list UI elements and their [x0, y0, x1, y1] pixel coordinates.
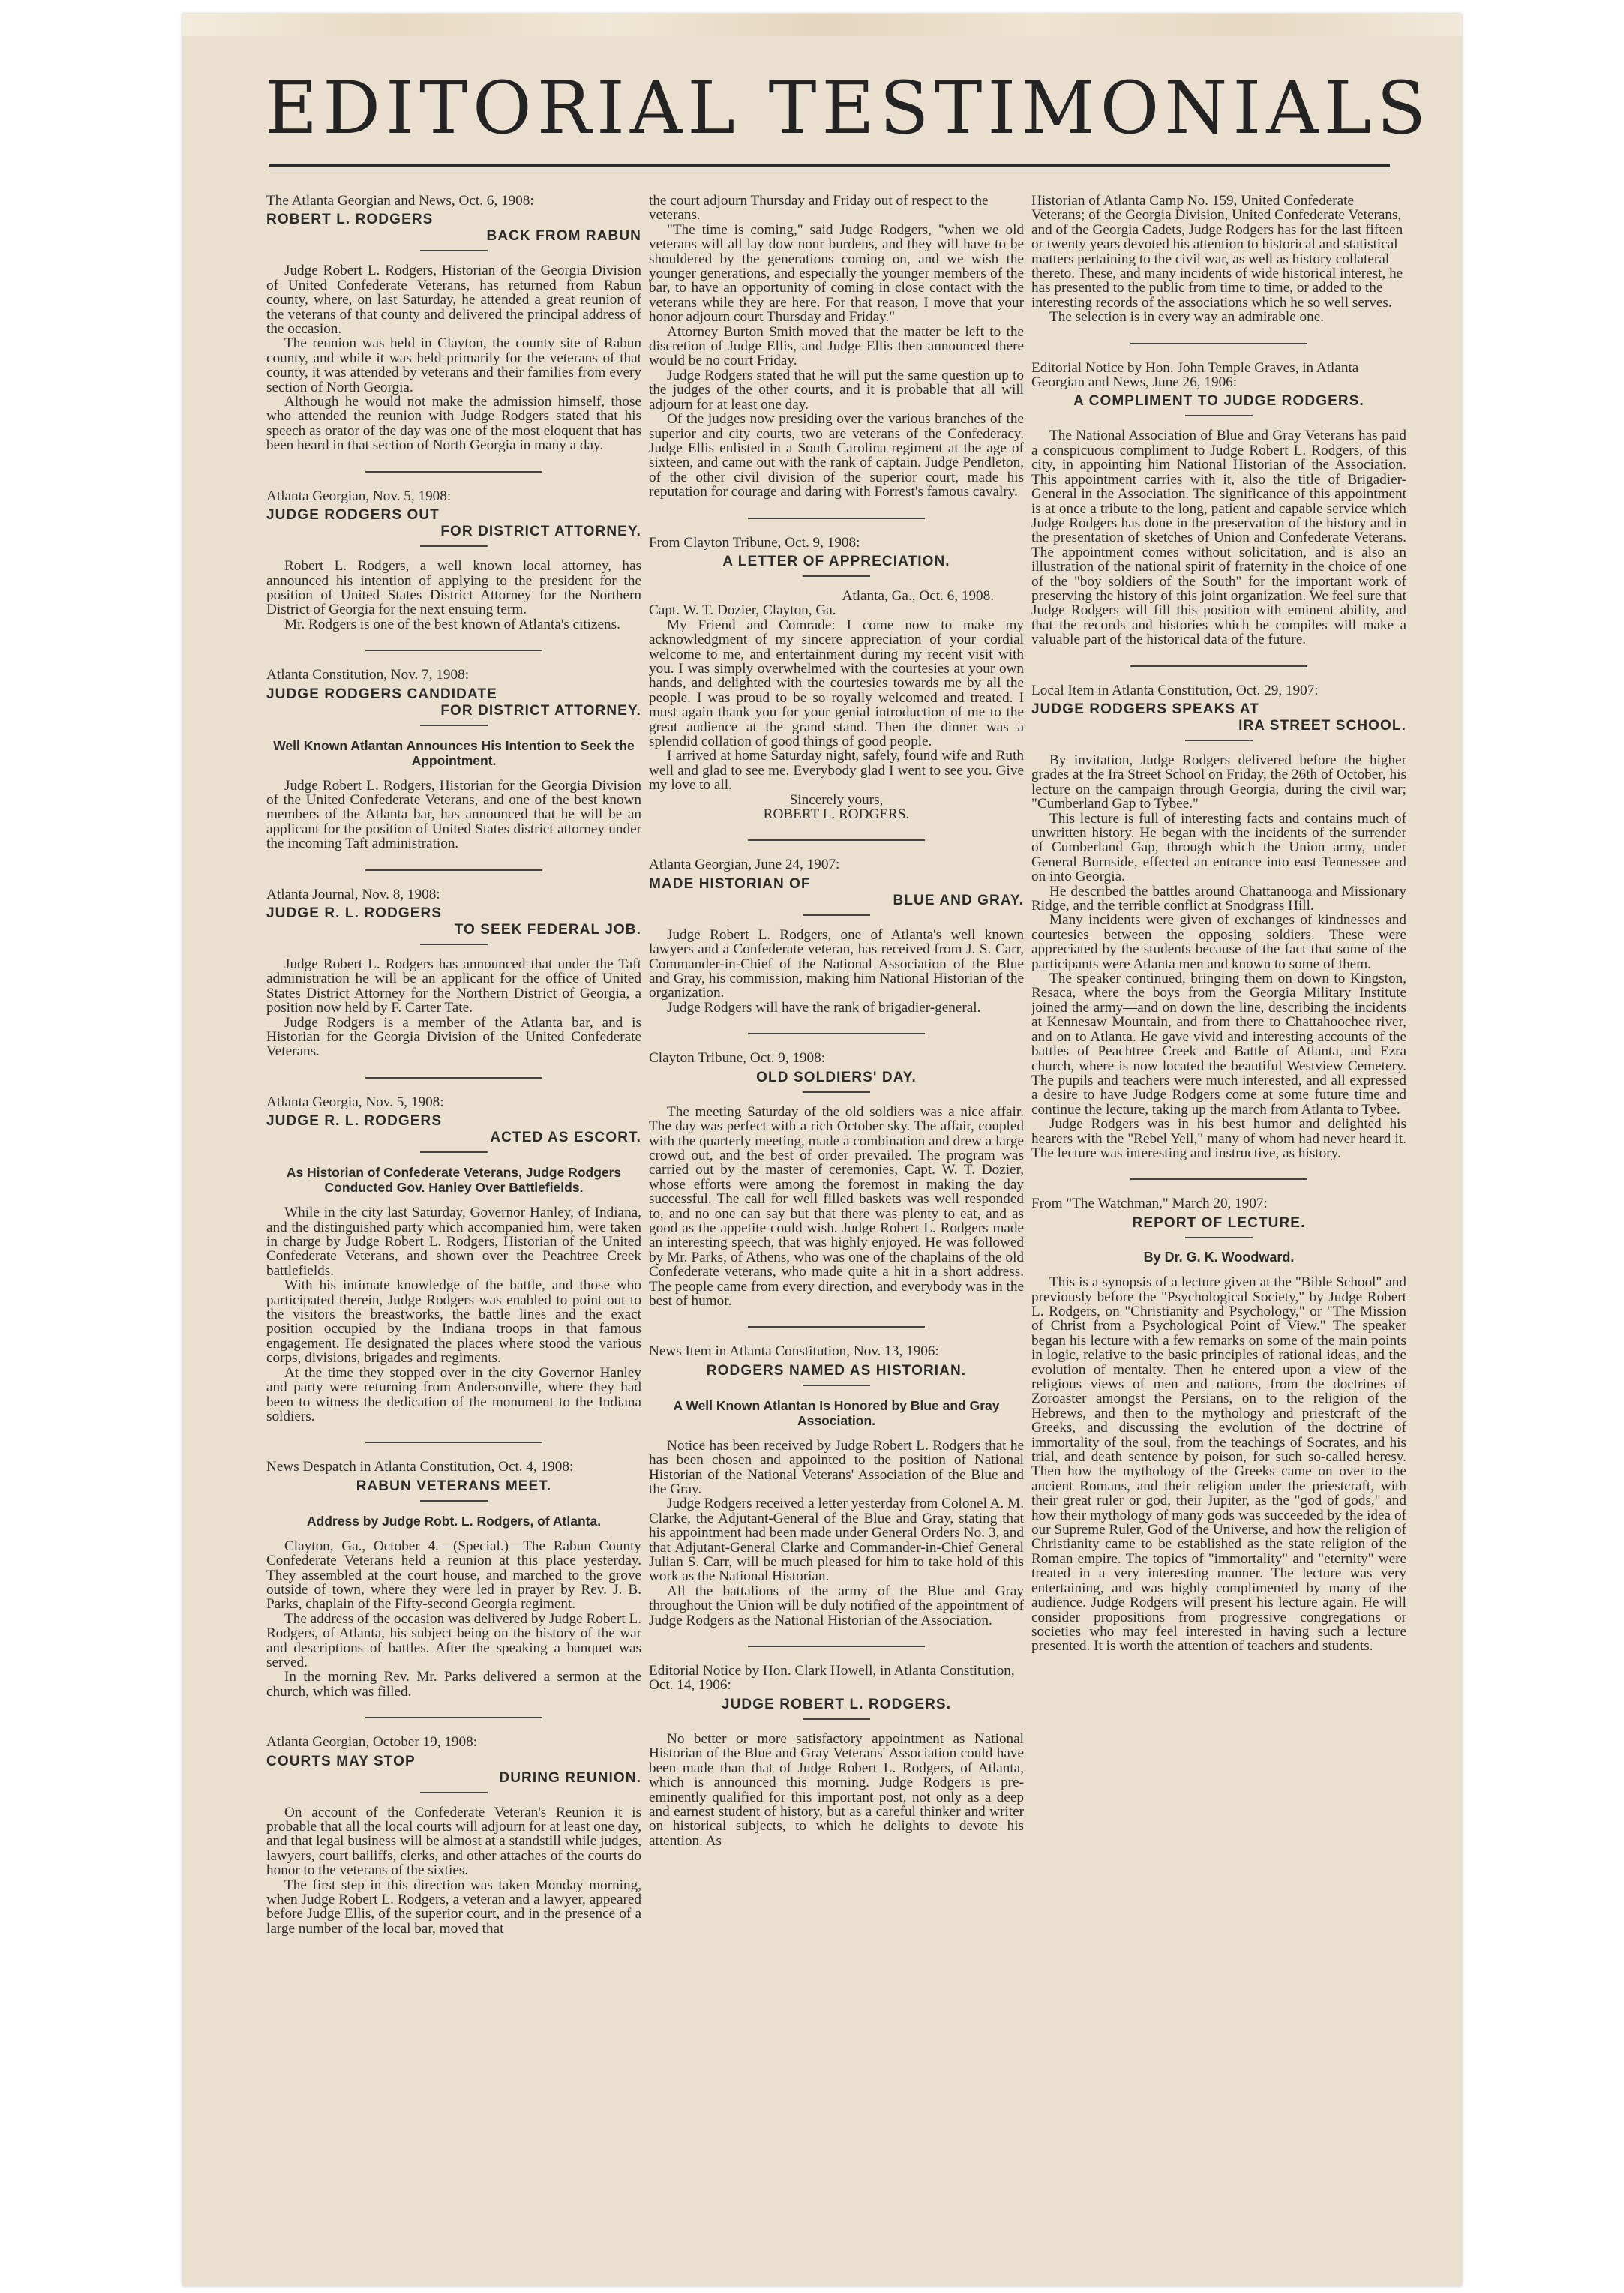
article-headline: TO SEEK FEDERAL JOB. [454, 921, 641, 938]
article [1031, 1196, 1406, 1653]
article-paragraph: Judge Robert L. Rodgers, one of Atlanta's well known lawyers and a Confederate veteran, has received from J. S. Carr, Commander-in-Chief of the National Association of the Blue and Gray, his commission, making him National Historian of the organization. [649, 926, 1024, 1001]
article-headline: REPORT OF LECTURE. [1132, 1214, 1306, 1231]
headline-rule [420, 250, 488, 251]
article-paragraph: He described the battles around Chattanooga and Missionary Ridge, and the terrible conflict at Snodgrass Hill. [1031, 883, 1406, 914]
column-1 [266, 194, 641, 2279]
article [1031, 361, 1406, 647]
article-paragraph: All the battalions of the army of the Blue and Gray throughout the Union will be duly notified of the appointment of Judge Rodgers as the National Historian of the Association. [649, 1583, 1024, 1628]
article-separator [748, 1646, 925, 1647]
article-paragraph: Clayton, Ga., October 4.—(Special.)—The Rabun County Confederate Veterans held a reunion at this place yesterday. They assembled at the court house, and marched to the grove outside of town, where they were led in prayer by Rev. J. B. Parks, chaplain of the Fifty-second Georgia regiment. [266, 1538, 641, 1613]
article-headline: JUDGE RODGERS CANDIDATE [266, 686, 497, 702]
article-separator [365, 1077, 542, 1079]
article [1031, 194, 1406, 325]
article-source: Editorial Notice by Hon. Clark Howell, in Atlanta Constitution, Oct. 14, 1906: [649, 1663, 1015, 1694]
article-separator [365, 471, 542, 473]
article-paragraph: On account of the Confederate Veteran's Reunion it is probable that all the local courts will adjourn for at least one day, and that legal business will be almost at a standstill while judges, lawyers, court bailiffs, clerks, and other attaches of the courts do honor to the veterans of the sixties. [266, 1804, 641, 1879]
article-paragraph: While in the city last Saturday, Governor Hanley, of Indiana, and the distinguished party which accompanied him, were taken in charge by Judge Robert L. Rodgers, Historian of the United Confederate Veterans, and shown over the Peachtree Creek battlefields. [266, 1205, 641, 1279]
headline-rule [803, 1718, 870, 1720]
clipping-top-edge [182, 14, 1462, 36]
article-paragraph: This lecture is full of interesting facts and contains much of unwritten history. He began with the incidents of the surrender of Cumberland Gap, through which the Union army, under General Burnside, effected an entrance into east Tennessee and on into Georgia. [1031, 810, 1406, 885]
article-paragraph: The reunion was held in Clayton, the county site of Rabun county, and while it was held primarily for the veterans of that county, it was attended by veterans and their families from every section of North Georgia. [266, 335, 641, 395]
article-paragraph: Although he would not make the admission himself, those who attended the reunion with Judge Rodgers stated that his speech as orator of the day was one of the most eloquent that has been heard in that section of North Georgia in many a day. [266, 394, 641, 454]
article [266, 1460, 641, 1699]
article-headline: JUDGE RODGERS SPEAKS AT [1031, 701, 1260, 717]
article-headline: A LETTER OF APPRECIATION. [722, 553, 950, 569]
article-headline: DURING REUNION. [499, 1769, 641, 1786]
article-headline: A COMPLIMENT TO JUDGE RODGERS. [1073, 393, 1364, 410]
article-headline: FOR DISTRICT ATTORNEY. [440, 702, 641, 719]
headline-rule [803, 1091, 870, 1093]
article-source: News Despatch in Atlanta Constitution, Oct. 4, 1908: [266, 1459, 574, 1475]
article-paragraph: The meeting Saturday of the old soldiers was a nice affair. The day was perfect with a rich October sky. The affair, coupled with the quarterly meeting, made a combination and drew a large crowd out, and the best of order prevailed. The program was carried out by the master of ceremonies, Capt. W. T. Dozier, whose efforts were among the foremost in making the day successful. The call for well filled baskets was well responded to, and no one can say but that there was plenty to eat, and as good as the appetite could wish. Judge Robert L. Rodgers made an interesting speech, that was highly enjoyed. He was followed by Mr. Parks, of Athens, who was one of the chaplains of the old Confederate veterans, who made quite a hit in a short address. The people came from every direction, and everybody was in the best of humor. [649, 1103, 1024, 1309]
article-headline: JUDGE RODGERS OUT [266, 507, 440, 524]
article-paragraph: Judge Robert L. Rodgers has announced that under the Taft administration he will be an applicant for the office of United States District Attorney for the Northern District of Georgia, a position now held by F. Carter Tate. [266, 956, 641, 1016]
headline-rule [420, 1151, 488, 1153]
headline-rule [803, 914, 870, 916]
article-headline: FOR DISTRICT ATTORNEY. [440, 524, 641, 540]
article-headline: OLD SOLDIERS' DAY. [756, 1069, 917, 1085]
article-separator [1130, 665, 1307, 667]
article-headline: ACTED AS ESCORT. [490, 1130, 641, 1146]
article-headline: JUDGE R. L. RODGERS [266, 905, 443, 921]
article-separator [748, 518, 925, 519]
article-separator [1130, 1178, 1307, 1180]
article-paragraph: Of the judges now presiding over the various branches of the superior and city courts, two are veterans of the Confederacy. Judge Ellis enlisted in a South Carolina regiment at the age of sixteen, and came out with the rank of captain. Judge Pendleton, of the other civil division of the superior court, made his reputation for courage and daring with Forrest's famous cavalry. [649, 411, 1024, 500]
article-source: Atlanta Georgian, October 19, 1908: [266, 1734, 477, 1751]
article-paragraph: The speaker continued, bringing them on down to Kingston, Resaca, where the boys from the Georgia Military Institute joined the army—and on down the line, describing the incidents at Kennesaw Mountain, and from there to Chattahoochee river, and on to Atlanta. He gave vivid and interesting accounts of the battles of Peachtree Creek and Battle of Atlanta, and Ezra church, where is now located the beautiful Westview Cemetery. The pupils and teachers were much interested, and all expressed a desire to have Judge Rodgers come at some future time and continue the lecture, taking up the march from Atlanta to Tybee. [1031, 971, 1406, 1118]
article-paragraph: At the time they stopped over in the city Governor Hanley and party were returning from Andersonville, where they had been to witness the dedication of the monument to the Indiana soldiers. [266, 1364, 641, 1424]
article-paragraph: In the morning Rev. Mr. Parks delivered a sermon at the church, which was filled. [266, 1669, 641, 1700]
article [266, 1735, 641, 1936]
article [649, 194, 1024, 500]
article-subheadline: As Historian of Confederate Veterans, Judge Rodgers Conducted Gov. Hanley Over Battlefields. [286, 1165, 622, 1196]
letter-dateline: Atlanta, Ga., Oct. 6, 1908. [842, 587, 994, 604]
headline-rule [1185, 1237, 1253, 1238]
article-paragraph: With his intimate knowledge of the battle, and those who participated therein, Judge Rodgers was enabled to point out to the visitors the breastworks, the battle lines and the exact position occupied by the Indiana troops in that famous engagement. He designated the places where stood the various corps, divisions, brigades and regiments. [266, 1277, 641, 1367]
headline-rule [803, 1385, 870, 1386]
article-paragraph: The National Association of Blue and Gray Veterans has paid a conspicuous compliment to Judge Robert L. Rodgers, of this city, in appointing him National Historian of the Association. This appointment carries with it, also the title of Brigadier-General in the Association. The significance of this appointment is at once a tribute to the long, patient and capable service which Judge Rodgers has done in the preservation of the history and in the presentation of sketches of Union and Confederate Veterans. The appointment comes without solicitation, and is also an illustration of the national spirit of fraternity in the choice of one of the "boy soldiers of the South" for the important work of preserving the history of this joint organization. We feel sure that Judge Rodgers will fill this position with eminent ability, and that the records and histories which he compiles will make a valuable part of the historical data of the future. [1031, 428, 1406, 648]
headline-rule [420, 545, 488, 547]
article-paragraph: "The time is coming," said Judge Rodgers, "when we old veterans will all lay dow nour burdens, and they will have to be shouldered by the generations coming on, and we wish the younger generations, and especially the younger members of the bar, to have an opportunity of coming in close contact with the veterans while they are here. For that reason, I move that your honor adjourn court Thursday and Friday." [649, 221, 1024, 326]
article-source: From "The Watchman," March 20, 1907: [1031, 1196, 1268, 1212]
article-paragraph: This is a synopsis of a lecture given at the "Bible School" and previously before the "Psychological Society," by Judge Robert L. Rodgers, on "Christianity and Psychology," or "The Mission of Christ from a Psychological Point of View." The speaker began his lecture with a few remarks on some of the main points in logic, relative to the basic principles of rational ideas, and the evolution of mentalty. Then he entered upon a view of the religious views of men and nations, from the doctrines of Zoroaster amongst the Persians, on to the religion of the Hebrews, and then to the mythology and priestcraft of the Greeks, and discussing the evolution of the doctrine of immortality of the soul, from the teachings of Socrates, and his trial, and death sentence by poison, for such so-called heresy. Then how the mythology of the Greeks came on over to the ancient Romans, and their religion under the priestcraft, with their great ruler or god, their Jupiter, as the "god of gods," and how their mythology of many gods was succeeded by the idea of our Supreme Ruler, God of the Universe, and how the religion of Christianity came to be established as the state religion of the Roman empire. The topics of "immortality" and "eternity" were treated in a very interesting manner. The lecture was very entertaining, and was highly complimented by many of the audience. Judge Rodgers will present his lecture again. He will consider propositions from progressive congregations or societies who may feel interested in having such a lecture presented. It is worth the attention of teachers and students. [1031, 1274, 1406, 1655]
article-paragraph: Judge Rodgers received a letter yesterday from Colonel A. M. Clarke, the Adjutant-General of the Blue and Gray, stating that his appointment had been made under General Orders No. 3, and that Adjutant-General Clarke and Commander-in-Chief General Julian S. Carr, will be much pleased for him to take hold of this work as the National Historian. [649, 1496, 1024, 1585]
article-separator [365, 1442, 542, 1443]
article-source: Editorial Notice by Hon. John Temple Graves, in Atlanta Georgian and News, June 26, 1906: [1031, 359, 1359, 391]
article-paragraph: Judge Robert L. Rodgers, Historian of the Georgia Division of United Confederate Veterans, has returned from Rabun county, where, on last Saturday, he attended a great reunion of the veterans of that county and delivered the principal address of the occasion. [266, 263, 641, 338]
headline-rule [420, 725, 488, 726]
article-subheadline: Well Known Atlantan Announces His Intention to Seek the Appointment. [273, 737, 635, 768]
article-paragraph: The first step in this direction was taken Monday morning, when Judge Robert L. Rodgers, a veteran and a lawyer, appeared before Judge Ellis, of the superior court, and in the presence of a large number of the local bar, moved that [266, 1877, 641, 1937]
article-source: From Clayton Tribune, Oct. 9, 1908: [649, 534, 860, 551]
article [649, 857, 1024, 1015]
article-paragraph: Robert L. Rodgers, a well known local attorney, has announced his intention of applying to the president for the position of United States District Attorney for the Northern District of Georgia for the next ensuing term. [266, 558, 641, 618]
article-paragraph: Judge Rodgers was in his best humor and delighted his hearers with the "Rebel Yell," many of whom had never heard it. The lecture was interesting and instructive, as history. [1031, 1116, 1406, 1161]
article-separator [365, 650, 542, 651]
article [266, 194, 641, 453]
article-paragraph: I arrived at home Saturday night, safely, found wife and Ruth well and glad to see me. Everybody glad I went to see you. Give my love to all. [649, 748, 1024, 794]
article-paragraph: Many incidents were given of exchanges of kindnesses and courtesies between the opposing soldiers. These were appreciated by the students because of the fact that some of the participants were Atlanta men and known to some of them. [1031, 912, 1406, 972]
article-paragraph: No better or more satisfactory appointment as National Historian of the Blue and Gray Veterans' Association could have been made than that of Judge Robert L. Rodgers, of Atlanta, which is announced this morning. Judge Rodgers is pre-eminently qualified for this important post, not only as a deep and earnest student of history, but as a careful thinker and writer on historical subjects, to which he delights to devote his attention. As [649, 1730, 1024, 1849]
article-separator [748, 1326, 925, 1328]
article [649, 536, 1024, 822]
article [266, 489, 641, 632]
article-paragraph: Judge Rodgers is a member of the Atlanta bar, and is Historian for the Georgia Division of the United Confederate Veterans. [266, 1014, 641, 1060]
article-source: Atlanta Georgian, June 24, 1907: [649, 857, 840, 873]
article-paragraph: The selection is in every way an admirable one. [1049, 309, 1325, 326]
article-separator [748, 839, 925, 841]
article-paragraph: Attorney Burton Smith moved that the matter be left to the discretion of Judge Ellis, and Judge Ellis then announced there would be no court Friday. [649, 323, 1024, 369]
article-separator [1130, 343, 1307, 344]
article [649, 1664, 1024, 1848]
article [266, 1095, 641, 1424]
article [1031, 683, 1406, 1161]
article-subheadline: Address by Judge Robt. L. Rodgers, of Atlanta. [306, 1513, 602, 1529]
article-headline: JUDGE ROBERT L. RODGERS. [721, 1696, 952, 1712]
column-3 [1031, 194, 1406, 2279]
article-byline: By Dr. G. K. Woodward. [1143, 1249, 1295, 1265]
letter-address: Capt. W. T. Dozier, Clayton, Ga. [649, 602, 836, 619]
article-paragraph: Mr. Rodgers is one of the best known of Atlanta's citizens. [284, 616, 620, 632]
article-paragraph: Notice has been received by Judge Robert L. Rodgers that he has been chosen and appointed to the position of National Historian of the National Veterans' Association of the Blue and the Gray. [649, 1437, 1024, 1497]
letter-signature: Sincerely yours, [789, 791, 884, 808]
article-source: News Item in Atlanta Constitution, Nov. 13, 1906: [649, 1343, 939, 1360]
article [649, 1344, 1024, 1628]
article-paragraph: Judge Rodgers will have the rank of brigadier-general. [667, 999, 981, 1016]
article-source: Clayton Tribune, Oct. 9, 1908: [649, 1050, 826, 1067]
article-continued-text: the court adjourn Thursday and Friday out of respect to the veterans. [649, 194, 989, 224]
article-subheadline: A Well Known Atlantan Is Honored by Blue and Gray Association. [673, 1397, 1000, 1428]
headline-rule [803, 575, 870, 577]
article-headline: BACK FROM RABUN [486, 228, 641, 245]
article-separator [365, 1717, 542, 1718]
headline-rule [420, 1500, 488, 1502]
article-headline: COURTS MAY STOP [266, 1753, 416, 1769]
article-source: The Atlanta Georgian and News, Oct. 6, 1908: [266, 194, 534, 209]
article-paragraph: Judge Rodgers stated that he will put the same question up to the judges of the other courts, and it is probable that all will adjourn for at least one day. [649, 367, 1024, 413]
article-headline: MADE HISTORIAN OF [649, 875, 811, 892]
article [266, 887, 641, 1059]
article-source: Local Item in Atlanta Constitution, Oct. 29, 1907: [1031, 682, 1319, 698]
article-source: Atlanta Georgian, Nov. 5, 1908: [266, 488, 452, 504]
headline-rule [420, 944, 488, 945]
article-separator [365, 869, 542, 871]
article-source: Atlanta Georgia, Nov. 5, 1908: [266, 1094, 444, 1110]
title-rule [269, 164, 1390, 167]
article-headline: ROBERT L. RODGERS [266, 212, 434, 228]
article-paragraph: By invitation, Judge Rodgers delivered before the higher grades at the Ira Street School on Friday, the 26th of October, his lecture on the campaign through Georgia, during the civil war; "Cumberland Gap to Tybee." [1031, 752, 1406, 812]
article-paragraph: Judge Robert L. Rodgers, Historian for the Georgia Division of the United Confederate Veterans, and one of the best known members of the Atlanta bar, has announced that he will be an applicant for the position of United States district attorney under the incoming Taft administration. [266, 777, 641, 852]
page-title: EDITORIAL TESTIMONIALS [265, 66, 1432, 150]
article [649, 1051, 1024, 1308]
article-paragraph: The address of the occasion was delivered by Judge Robert L. Rodgers, of Atlanta, his subject being on the history of the war and descriptions of battles. After the speaking a banquet was served. [266, 1610, 641, 1670]
article-headline: JUDGE R. L. RODGERS [266, 1113, 443, 1130]
newspaper-clipping [182, 14, 1462, 2286]
article-source: Atlanta Constitution, Nov. 7, 1908: [266, 667, 470, 683]
headline-rule [1185, 740, 1253, 741]
article-continued-text: Historian of Atlanta Camp No. 159, United Confederate Veterans; of the Georgia Division, United Confederate Veterans, and of the Georgia Cadets, Judge Rodgers has for the last fifteen or twenty years devoted his attention to historical and statistical matters pertaining to the civil war, as well as history collateral thereto. These, and many incidents of wide historical interest, he has presented to the public from time to time, or added to the interesting records of the associations which he so well serves. [1031, 194, 1403, 311]
article-headline: IRA STREET SCHOOL. [1238, 717, 1406, 734]
headline-rule [420, 1792, 488, 1793]
article-headline: RODGERS NAMED AS HISTORIAN. [706, 1362, 967, 1379]
article-headline: RABUN VETERANS MEET. [356, 1478, 552, 1494]
headline-rule [1185, 415, 1253, 416]
article-separator [748, 1033, 925, 1034]
column-2 [649, 194, 1024, 2279]
article-paragraph: My Friend and Comrade: I come now to make my acknowledgment of my sincere appreciation of your cordial welcome to me, and entertainment during my recent visit with you. I was simply overwhelmed with the courtesies at your own hands, and delighted with the courtesies towards me by all the people. I was proud to be so royally welcomed and treated. I must again thank you for your genial introduction of me to the great audience at the grand stand. Then the dinner was a splendid collation of good things of good people. [649, 617, 1024, 749]
article-headline: BLUE AND GRAY. [893, 892, 1024, 908]
article-source: Atlanta Journal, Nov. 8, 1908: [266, 886, 440, 902]
letter-signature: ROBERT L. RODGERS. [763, 806, 910, 823]
article [266, 668, 641, 851]
